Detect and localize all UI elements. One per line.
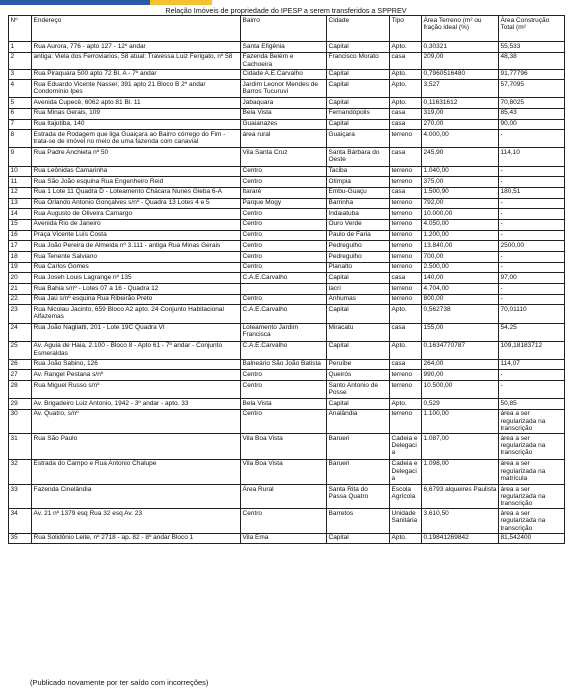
address-cell: Rua Eduardo Vicente Nasser, 391 apto 21 Bloco B 2º andar Condomínio Ipes	[32, 80, 241, 98]
row-number: 27	[9, 370, 32, 381]
type-cell: Apto.	[390, 533, 422, 544]
land-area-cell: 270,00	[422, 119, 499, 130]
neighborhood-cell: Bela Vista	[241, 399, 327, 410]
col-header-bairro: Bairro	[241, 16, 327, 42]
type-cell: Cadeia e Delegacia	[390, 459, 422, 485]
address-cell: Av. 21 nº 1379 esq Rua 32 esq Av. 23	[32, 509, 241, 533]
row-number: 24	[9, 323, 32, 341]
type-cell: terreno	[390, 262, 422, 273]
neighborhood-cell: C.A.E.Carvalho	[241, 341, 327, 359]
built-area-cell: -	[499, 381, 565, 399]
table-row	[9, 341, 565, 359]
address-cell: Av. Brigadeiro Luiz Antonio, 1942 - 3º andar - apto. 33	[32, 399, 241, 410]
built-area-cell: -	[499, 130, 565, 148]
land-area-cell: 1.500,90	[422, 187, 499, 198]
row-number: 33	[9, 485, 32, 509]
city-cell: Analândia	[327, 409, 390, 433]
city-cell: Embu-Guaçu	[327, 187, 390, 198]
type-cell: Apto.	[390, 399, 422, 410]
address-cell: Avenida Rio de Janeiro	[32, 219, 241, 230]
properties-table	[8, 15, 565, 544]
built-area-cell: -	[499, 284, 565, 295]
city-cell: Santo Antonio de Posse	[327, 381, 390, 399]
table-row	[9, 359, 565, 370]
footer-note: (Publicado novamente por ter saído com incorreções)	[30, 678, 209, 687]
land-area-cell: 4.000,00	[422, 130, 499, 148]
table-row	[9, 80, 565, 98]
address-cell: Rua Joseh Louis Lagrange nº 135	[32, 273, 241, 284]
address-cell: Fazenda Cinelândia	[32, 485, 241, 509]
table-row	[9, 509, 565, 533]
city-cell: Paulo de Faria	[327, 230, 390, 241]
type-cell: Apto.	[390, 69, 422, 80]
city-cell: Queirós	[327, 370, 390, 381]
land-area-cell: 1.100,00	[422, 409, 499, 433]
row-number: 8	[9, 130, 32, 148]
row-number: 31	[9, 434, 32, 460]
table-row	[9, 177, 565, 188]
city-cell: Pedregulho	[327, 252, 390, 263]
land-area-cell: 375,00	[422, 177, 499, 188]
city-cell: Santa Rita do Passa Quatro	[327, 485, 390, 509]
address-cell: Avenida Cupecê, 6062 apto 81 Bl. 11	[32, 98, 241, 109]
built-area-cell: 2500,00	[499, 241, 565, 252]
built-area-cell: 70,8025	[499, 98, 565, 109]
type-cell: terreno	[390, 381, 422, 399]
land-area-cell: 3,527	[422, 80, 499, 98]
row-number: 34	[9, 509, 32, 533]
col-header-area-terreno: Área Terreno (m² ou fração ideal (%)	[422, 16, 499, 42]
built-area-cell: 48,38	[499, 52, 565, 69]
address-cell: Rua São Paulo	[32, 434, 241, 460]
land-area-cell: 1.087,00	[422, 434, 499, 460]
table-row	[9, 252, 565, 263]
type-cell: Cadeia e Delegacia	[390, 434, 422, 460]
type-cell: terreno	[390, 294, 422, 305]
row-number: 32	[9, 459, 32, 485]
neighborhood-cell: Jabaquara	[241, 98, 327, 109]
land-area-cell: 2.500,00	[422, 262, 499, 273]
built-area-cell: área a ser regularizada na transcrição	[499, 509, 565, 533]
type-cell: Apto.	[390, 42, 422, 53]
built-area-cell: -	[499, 262, 565, 273]
built-area-cell: -	[499, 198, 565, 209]
document-title: Relação Imóveis de propriedade do IPESP a serem transferidos a SPPREV	[165, 6, 407, 15]
address-cell: antiga: Viela dos Ferroviarios, 58 atual: Travessa Luiz Ferigato, nº 58	[32, 52, 241, 69]
row-number: 3	[9, 69, 32, 80]
city-cell: Iacri	[327, 284, 390, 295]
type-cell: Apto.	[390, 98, 422, 109]
land-area-cell: 0,30321	[422, 42, 499, 53]
table-row	[9, 198, 565, 209]
type-cell: casa	[390, 108, 422, 119]
city-cell: Capital	[327, 98, 390, 109]
row-number: 19	[9, 262, 32, 273]
built-area-cell: -	[499, 294, 565, 305]
row-number: 13	[9, 198, 32, 209]
type-cell: terreno	[390, 219, 422, 230]
table-row	[9, 323, 565, 341]
type-cell: terreno	[390, 370, 422, 381]
type-cell: casa	[390, 187, 422, 198]
land-area-cell: 6,6793 alqueires Paulista	[422, 485, 499, 509]
built-area-cell: -	[499, 219, 565, 230]
table-row	[9, 399, 565, 410]
built-area-cell: 70,01110	[499, 305, 565, 323]
type-cell: terreno	[390, 241, 422, 252]
neighborhood-cell	[241, 284, 327, 295]
built-area-cell: área a ser regularizada na matrícula	[499, 459, 565, 485]
neighborhood-cell: Centro	[241, 209, 327, 220]
row-number: 10	[9, 166, 32, 177]
neighborhood-cell: Centro	[241, 166, 327, 177]
land-area-cell: 1.200,00	[422, 230, 499, 241]
type-cell: casa	[390, 273, 422, 284]
neighborhood-cell: C.A.E.Carvalho	[241, 273, 327, 284]
built-area-cell: área a ser regularizada na transcrição	[499, 485, 565, 509]
city-cell: Barretos	[327, 509, 390, 533]
city-cell: Capital	[327, 42, 390, 53]
table-row	[9, 294, 565, 305]
table-row	[9, 130, 565, 148]
city-cell: Capital	[327, 399, 390, 410]
row-number: 9	[9, 148, 32, 166]
neighborhood-cell: Centro	[241, 230, 327, 241]
built-area-cell: 90,00	[499, 119, 565, 130]
address-cell: Rua Piraquara 500 apto 72 Bl. A - 7º andar	[32, 69, 241, 80]
land-area-cell: 990,00	[422, 370, 499, 381]
built-area-cell: 55,533	[499, 42, 565, 53]
neighborhood-cell: Área Rural	[241, 485, 327, 509]
row-number: 11	[9, 177, 32, 188]
address-cell: Rua Aurora, 776 - apto 127 - 12º andar	[32, 42, 241, 53]
row-number: 29	[9, 399, 32, 410]
neighborhood-cell: Vila Boa Vista	[241, 434, 327, 460]
table-row	[9, 108, 565, 119]
row-number: 4	[9, 80, 32, 98]
city-cell: Capital	[327, 533, 390, 544]
city-cell: Fernandópolis	[327, 108, 390, 119]
address-cell: Rua Minas Gerais, 109	[32, 108, 241, 119]
address-cell: Rua Orlando Antonio Gonçalves s/nº - Quadra 13 Lotes 4 e 5	[32, 198, 241, 209]
col-header-tipo: Tipo	[390, 16, 422, 42]
neighborhood-cell: Vila Santa Cruz	[241, 148, 327, 166]
city-cell: Capital	[327, 305, 390, 323]
address-cell: Av. Quatro, s/nº	[32, 409, 241, 433]
built-area-cell: -	[499, 370, 565, 381]
neighborhood-cell: Centro	[241, 262, 327, 273]
table-row	[9, 409, 565, 433]
row-number: 15	[9, 219, 32, 230]
table-row	[9, 230, 565, 241]
row-number: 17	[9, 241, 32, 252]
neighborhood-cell: Centro	[241, 252, 327, 263]
type-cell: terreno	[390, 230, 422, 241]
land-area-cell: 10.500,00	[422, 381, 499, 399]
land-area-cell: 140,00	[422, 273, 499, 284]
address-cell: Estrada de Rodagem que liga Guaiçara ao Bairro córrego do Fim - trata-se de imóvel no meio de uma fazenda com canavial	[32, 130, 241, 148]
city-cell: Capital	[327, 341, 390, 359]
built-area-cell: 81,542400	[499, 533, 565, 544]
built-area-cell: 85,43	[499, 108, 565, 119]
type-cell: casa	[390, 52, 422, 69]
neighborhood-cell: Centro	[241, 409, 327, 433]
built-area-cell: 114,07	[499, 359, 565, 370]
address-cell: Rua São João esquina Rua Engenheiro Reid	[32, 177, 241, 188]
built-area-cell: 114,10	[499, 148, 565, 166]
neighborhood-cell: Parque Mogy	[241, 198, 327, 209]
city-cell: Ouro Verde	[327, 219, 390, 230]
table-row	[9, 187, 565, 198]
table-row	[9, 273, 565, 284]
type-cell: Apto.	[390, 80, 422, 98]
neighborhood-cell: Bela Vista	[241, 108, 327, 119]
land-area-cell: 0,529	[422, 399, 499, 410]
type-cell: casa	[390, 119, 422, 130]
city-cell: Capital	[327, 80, 390, 98]
table-row	[9, 166, 565, 177]
neighborhood-cell: Centro	[241, 219, 327, 230]
land-area-cell: 800,00	[422, 294, 499, 305]
table-row	[9, 209, 565, 220]
city-cell: Planalto	[327, 262, 390, 273]
type-cell: casa	[390, 148, 422, 166]
row-number: 20	[9, 273, 32, 284]
col-header-cidade: Cidade	[327, 16, 390, 42]
type-cell: Escola Agrícola	[390, 485, 422, 509]
city-cell: Taciba	[327, 166, 390, 177]
neighborhood-cell: Centro	[241, 241, 327, 252]
table-row	[9, 305, 565, 323]
city-cell: Santa Bárbara do Oeste	[327, 148, 390, 166]
row-number: 23	[9, 305, 32, 323]
neighborhood-cell: Jardim Leonor Mendes de Barros Tucuruvi	[241, 80, 327, 98]
type-cell: casa	[390, 323, 422, 341]
built-area-cell: 97,00	[499, 273, 565, 284]
row-number: 22	[9, 294, 32, 305]
neighborhood-cell: Centro	[241, 294, 327, 305]
land-area-cell: 0,11631612	[422, 98, 499, 109]
table-row	[9, 42, 565, 53]
land-area-cell: 1.098,00	[422, 459, 499, 485]
table-header-row	[9, 16, 565, 42]
address-cell: Rua Solidônio Leite, nº 2718 - ap. 82 - 8º andar Bloco 1	[32, 533, 241, 544]
city-cell: Guaiçara	[327, 130, 390, 148]
banner-yellow-block	[150, 0, 212, 5]
neighborhood-cell: C.A.E.Carvalho	[241, 305, 327, 323]
land-area-cell: 4.704,00	[422, 284, 499, 295]
city-cell: Peruíbe	[327, 359, 390, 370]
built-area-cell: 109,18183712	[499, 341, 565, 359]
city-cell: Barueri	[327, 459, 390, 485]
type-cell: terreno	[390, 209, 422, 220]
neighborhood-cell: Balneário São João Batista	[241, 359, 327, 370]
address-cell: Rua Tenente Salviano	[32, 252, 241, 263]
land-area-cell: 0,19841269842	[422, 533, 499, 544]
type-cell: terreno	[390, 252, 422, 263]
type-cell: casa	[390, 359, 422, 370]
city-cell: Francisco Morato	[327, 52, 390, 69]
row-number: 16	[9, 230, 32, 241]
built-area-cell: -	[499, 209, 565, 220]
row-number: 26	[9, 359, 32, 370]
table-row	[9, 434, 565, 460]
row-number: 35	[9, 533, 32, 544]
address-cell: Av. Rangel Pestana s/nº	[32, 370, 241, 381]
row-number: 21	[9, 284, 32, 295]
address-cell: Praça Vicente Luís Costa	[32, 230, 241, 241]
built-area-cell: área a ser regularizada na transcrição	[499, 409, 565, 433]
address-cell: Rua Augusto de Oliveira Camargo	[32, 209, 241, 220]
built-area-cell: 91,77796	[499, 69, 565, 80]
neighborhood-cell: Centro	[241, 370, 327, 381]
land-area-cell: 700,00	[422, 252, 499, 263]
built-area-cell: -	[499, 177, 565, 188]
row-number: 2	[9, 52, 32, 69]
land-area-cell: 10.000,00	[422, 209, 499, 220]
type-cell: terreno	[390, 130, 422, 148]
city-cell: Indaiatuba	[327, 209, 390, 220]
city-cell: Barueri	[327, 434, 390, 460]
neighborhood-cell: Centro	[241, 509, 327, 533]
row-number: 12	[9, 187, 32, 198]
neighborhood-cell: Loteamento Jardim Francisca	[241, 323, 327, 341]
land-area-cell: 245,90	[422, 148, 499, 166]
table-row	[9, 219, 565, 230]
col-header-endereco: Endereço	[32, 16, 241, 42]
row-number: 7	[9, 119, 32, 130]
table-row	[9, 241, 565, 252]
neighborhood-cell: Cidade A.E.Carvalho	[241, 69, 327, 80]
type-cell: Unidade Sanitária	[390, 509, 422, 533]
row-number: 1	[9, 42, 32, 53]
row-number: 25	[9, 341, 32, 359]
built-area-cell: 54,25	[499, 323, 565, 341]
table-row	[9, 119, 565, 130]
table-row	[9, 381, 565, 399]
banner-blue-block	[0, 0, 150, 5]
land-area-cell: 792,00	[422, 198, 499, 209]
row-number: 5	[9, 98, 32, 109]
type-cell: terreno	[390, 166, 422, 177]
address-cell: Av. Águia de Haia, 2.100 - Bloco 8 - Apto 61 - 7º andar - Conjunto Esmeraldas	[32, 341, 241, 359]
neighborhood-cell: Centro	[241, 177, 327, 188]
address-cell: Rua Jaú s/nº esquina Rua Ribeirão Preto	[32, 294, 241, 305]
address-cell: Rua Itajutiba, 140	[32, 119, 241, 130]
table-row	[9, 459, 565, 485]
type-cell: Apto.	[390, 305, 422, 323]
land-area-cell: 0,562738	[422, 305, 499, 323]
land-area-cell: 319,00	[422, 108, 499, 119]
row-number: 28	[9, 381, 32, 399]
address-cell: Rua João Pereira de Almeida nº 3.111 - antiga Rua Minas Gerais	[32, 241, 241, 252]
neighborhood-cell: área rural	[241, 130, 327, 148]
address-cell: Rua João Nagliatti, 201 - Lote 19C Quadra VI	[32, 323, 241, 341]
table-row	[9, 284, 565, 295]
address-cell: Estrada do Campo e Rua Antonio Chalupe	[32, 459, 241, 485]
city-cell: Olímpia	[327, 177, 390, 188]
city-cell: Pedregulho	[327, 241, 390, 252]
type-cell: Apto.	[390, 341, 422, 359]
city-cell: Anhumas	[327, 294, 390, 305]
row-number: 14	[9, 209, 32, 220]
table-row	[9, 98, 565, 109]
table-body	[9, 42, 565, 544]
address-cell: Rua Padre Anchieta nº 50	[32, 148, 241, 166]
neighborhood-cell: Santa Efigênia	[241, 42, 327, 53]
land-area-cell: 13.840,00	[422, 241, 499, 252]
built-area-cell: -	[499, 230, 565, 241]
neighborhood-cell: Centro	[241, 381, 327, 399]
land-area-cell: 4.050,00	[422, 219, 499, 230]
row-number: 30	[9, 409, 32, 433]
table-row	[9, 69, 565, 80]
built-area-cell: 180,51	[499, 187, 565, 198]
neighborhood-cell: Fazenda Belém e Cachoeira	[241, 52, 327, 69]
city-cell: Barrinha	[327, 198, 390, 209]
city-cell: Capital	[327, 119, 390, 130]
built-area-cell: 50,85	[499, 399, 565, 410]
land-area-cell: 3.610,50	[422, 509, 499, 533]
city-cell: Capital	[327, 273, 390, 284]
address-cell: Rua Leônidas Camarinha	[32, 166, 241, 177]
col-header-area-construcao: Área Construção Total (m²	[499, 16, 565, 42]
table-row	[9, 485, 565, 509]
city-cell: Capital	[327, 69, 390, 80]
neighborhood-cell: Itararé	[241, 187, 327, 198]
address-cell: Rua Miguel Russo s/nº	[32, 381, 241, 399]
land-area-cell: 0,1634770787	[422, 341, 499, 359]
row-number: 6	[9, 108, 32, 119]
built-area-cell: -	[499, 166, 565, 177]
table-row	[9, 370, 565, 381]
land-area-cell: 0,7960516480	[422, 69, 499, 80]
city-cell: Miracatu	[327, 323, 390, 341]
built-area-cell: área a ser regularizada na transcrição	[499, 434, 565, 460]
table-row	[9, 148, 565, 166]
address-cell: Rua Carlos Gomes	[32, 262, 241, 273]
header-banner	[0, 0, 572, 5]
land-area-cell: 209,00	[422, 52, 499, 69]
table-row	[9, 52, 565, 69]
type-cell: terreno	[390, 198, 422, 209]
built-area-cell: 57,7095	[499, 80, 565, 98]
row-number: 18	[9, 252, 32, 263]
type-cell: terreno	[390, 284, 422, 295]
address-cell: Rua Nicolau Jacinto, 659 Bloco A2 apto. 24 Conjunto Habitacional Alfazemas	[32, 305, 241, 323]
type-cell: terreno	[390, 177, 422, 188]
table-row	[9, 262, 565, 273]
col-header-numero: Nº	[9, 16, 32, 42]
address-cell: Rua 1 Lote 11 Quadra D - Loteamento Chácara Nunes Gleba 6-A	[32, 187, 241, 198]
neighborhood-cell: Vila Ema	[241, 533, 327, 544]
address-cell: Rua João Sabino, 126	[32, 359, 241, 370]
table-row	[9, 533, 565, 544]
neighborhood-cell: Vila Boa Vista	[241, 459, 327, 485]
land-area-cell: 155,00	[422, 323, 499, 341]
land-area-cell: 1.040,00	[422, 166, 499, 177]
built-area-cell: -	[499, 252, 565, 263]
type-cell: terreno	[390, 409, 422, 433]
land-area-cell: 264,00	[422, 359, 499, 370]
neighborhood-cell: Guaianazes	[241, 119, 327, 130]
address-cell: Rua Bahia s/nº - Lotes 07 a 16 - Quadra 12	[32, 284, 241, 295]
